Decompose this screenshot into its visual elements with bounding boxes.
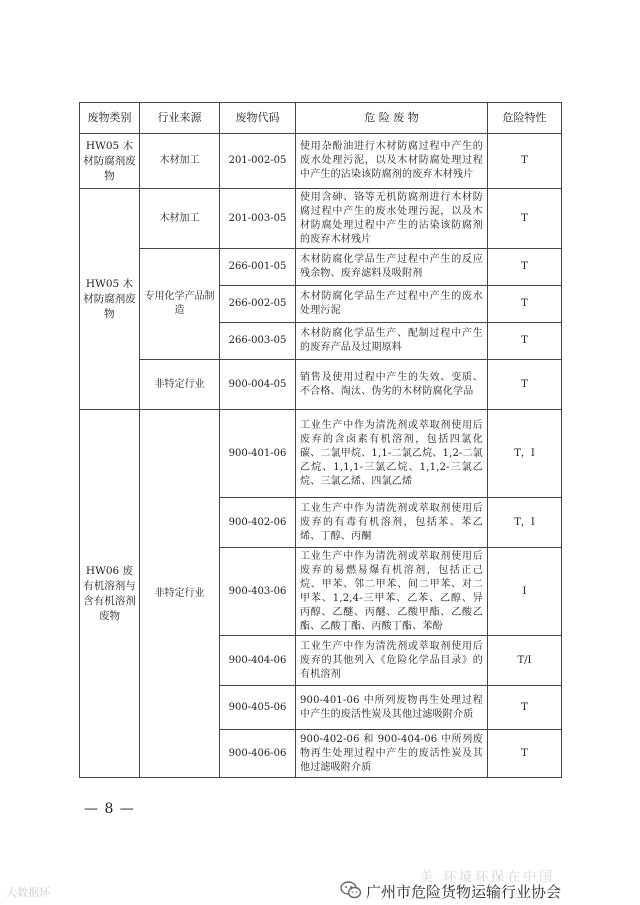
description-cell: 木材防腐化学品生产过程中产生的废水处理污泥 [296,286,488,323]
table-row [80,410,562,498]
table-row [80,189,562,249]
source-cell: 非特定行业 [140,410,220,778]
description-cell: 工业生产中作为清洗剂或萃取剂使用后废弃的有毒有机溶剂，包括苯、苯乙烯、丁醇、丙酮 [296,498,488,548]
hazard-cell: T/I [488,636,562,686]
description-cell: 销售及使用过程中产生的失效、变质、不合格、淘汰、伪劣的木材防腐化学品 [296,360,488,410]
source-cell: 非特定行业 [140,360,220,410]
category-cell: HW06 废有机溶剂与含有机溶剂废物 [80,410,140,778]
code-cell: 266-001-05 [220,249,296,286]
hazard-cell: I [488,548,562,636]
header-hazard: 危险特性 [488,103,562,134]
code-cell: 900-406-06 [220,730,296,778]
hazard-cell: T，I [488,498,562,548]
hazard-cell: T [488,730,562,778]
table-header-row [80,103,562,134]
source-cell: 木材加工 [140,189,220,249]
hazard-cell: T [488,286,562,323]
hazardous-waste-table [79,102,562,778]
code-cell: 201-002-05 [220,134,296,189]
code-cell: 266-003-05 [220,323,296,360]
hazard-cell: T [488,189,562,249]
description-cell: 900-401-06 中所列废物再生处理过程中产生的废活性炭及其他过滤吸附介质 [296,686,488,730]
watermark-left: 大数据环 [6,886,50,899]
code-cell: 201-003-05 [220,189,296,249]
organization-name: 广州市危险货物运输行业协会 [366,883,562,901]
hazard-cell: T [488,249,562,286]
code-cell: 900-004-05 [220,360,296,410]
source-cell: 专用化学产品制造 [140,249,220,360]
wechat-logo-icon [340,880,362,900]
description-cell: 工业生产中作为清洗剂或萃取剂使用后废弃的易燃易爆有机溶剂，包括正己烷、甲苯、邻二甲苯、间二甲苯、对二甲苯、1,2,4-三甲苯、乙苯、乙醇、异丙醇、乙醚、丙醚、乙酸甲酯、乙酸乙酯、乙酸丁酯、丙酸丁酯、苯酚 [296,548,488,636]
header-source: 行业来源 [140,103,220,134]
category-cell: HW05 木材防腐剂废物 [80,134,140,189]
table-row [80,249,562,286]
header-description: 危 险 废 物 [296,103,488,134]
source-cell: 木材加工 [140,134,220,189]
header-category: 废物类别 [80,103,140,134]
code-cell: 266-002-05 [220,286,296,323]
header-code: 废物代码 [220,103,296,134]
organization-watermark [340,866,636,902]
category-cell: HW05 木材防腐剂废物 [80,189,140,410]
code-cell: 900-403-06 [220,548,296,636]
hazard-cell: T [488,686,562,730]
code-cell: 900-402-06 [220,498,296,548]
description-cell: 使用含砷、铬等无机防腐剂进行木材防腐过程中产生的废水处理污泥，以及木材防腐处理过程中产生的沾染该防腐剂的废弃木材残片 [296,189,488,249]
description-cell: 900-402-06 和 900-404-06 中所列废物再生处理过程中产生的废活性炭及其他过滤吸附介质 [296,730,488,778]
hazard-cell: T [488,323,562,360]
table-row [80,360,562,410]
page-number: — 8 — [84,801,135,817]
description-cell: 工业生产中作为清洗剂或萃取剂使用后废弃的其他列入《危险化学品目录》的有机溶剂 [296,636,488,686]
description-cell: 木材防腐化学品生产过程中产生的反应残余物、废弃滤料及吸附剂 [296,249,488,286]
table-row [80,134,562,189]
code-cell: 900-401-06 [220,410,296,498]
hazard-cell: T，I [488,410,562,498]
description-cell: 工业生产中作为清洗剂或萃取剂使用后废弃的含卤素有机溶剂，包括四氯化碳、二氯甲烷、1,1-二氯乙烷、1,2-二氯乙烷、1,1,1-三氯乙烷、1,1,2-三氯乙烷、三氯乙烯、四氯乙烯 [296,410,488,498]
hazard-cell: T [488,360,562,410]
description-cell: 使用杂酚油进行木材防腐过程中产生的废水处理污泥，以及木材防腐处理过程中产生的沾染该防腐剂的废弃木材残片 [296,134,488,189]
hazard-cell: T [488,134,562,189]
ghost-watermark-text: 美 环境环保在中国 [420,870,556,885]
code-cell: 900-404-06 [220,636,296,686]
code-cell: 900-405-06 [220,686,296,730]
description-cell: 木材防腐化学品生产、配制过程中产生的废弃产品及过期原料 [296,323,488,360]
